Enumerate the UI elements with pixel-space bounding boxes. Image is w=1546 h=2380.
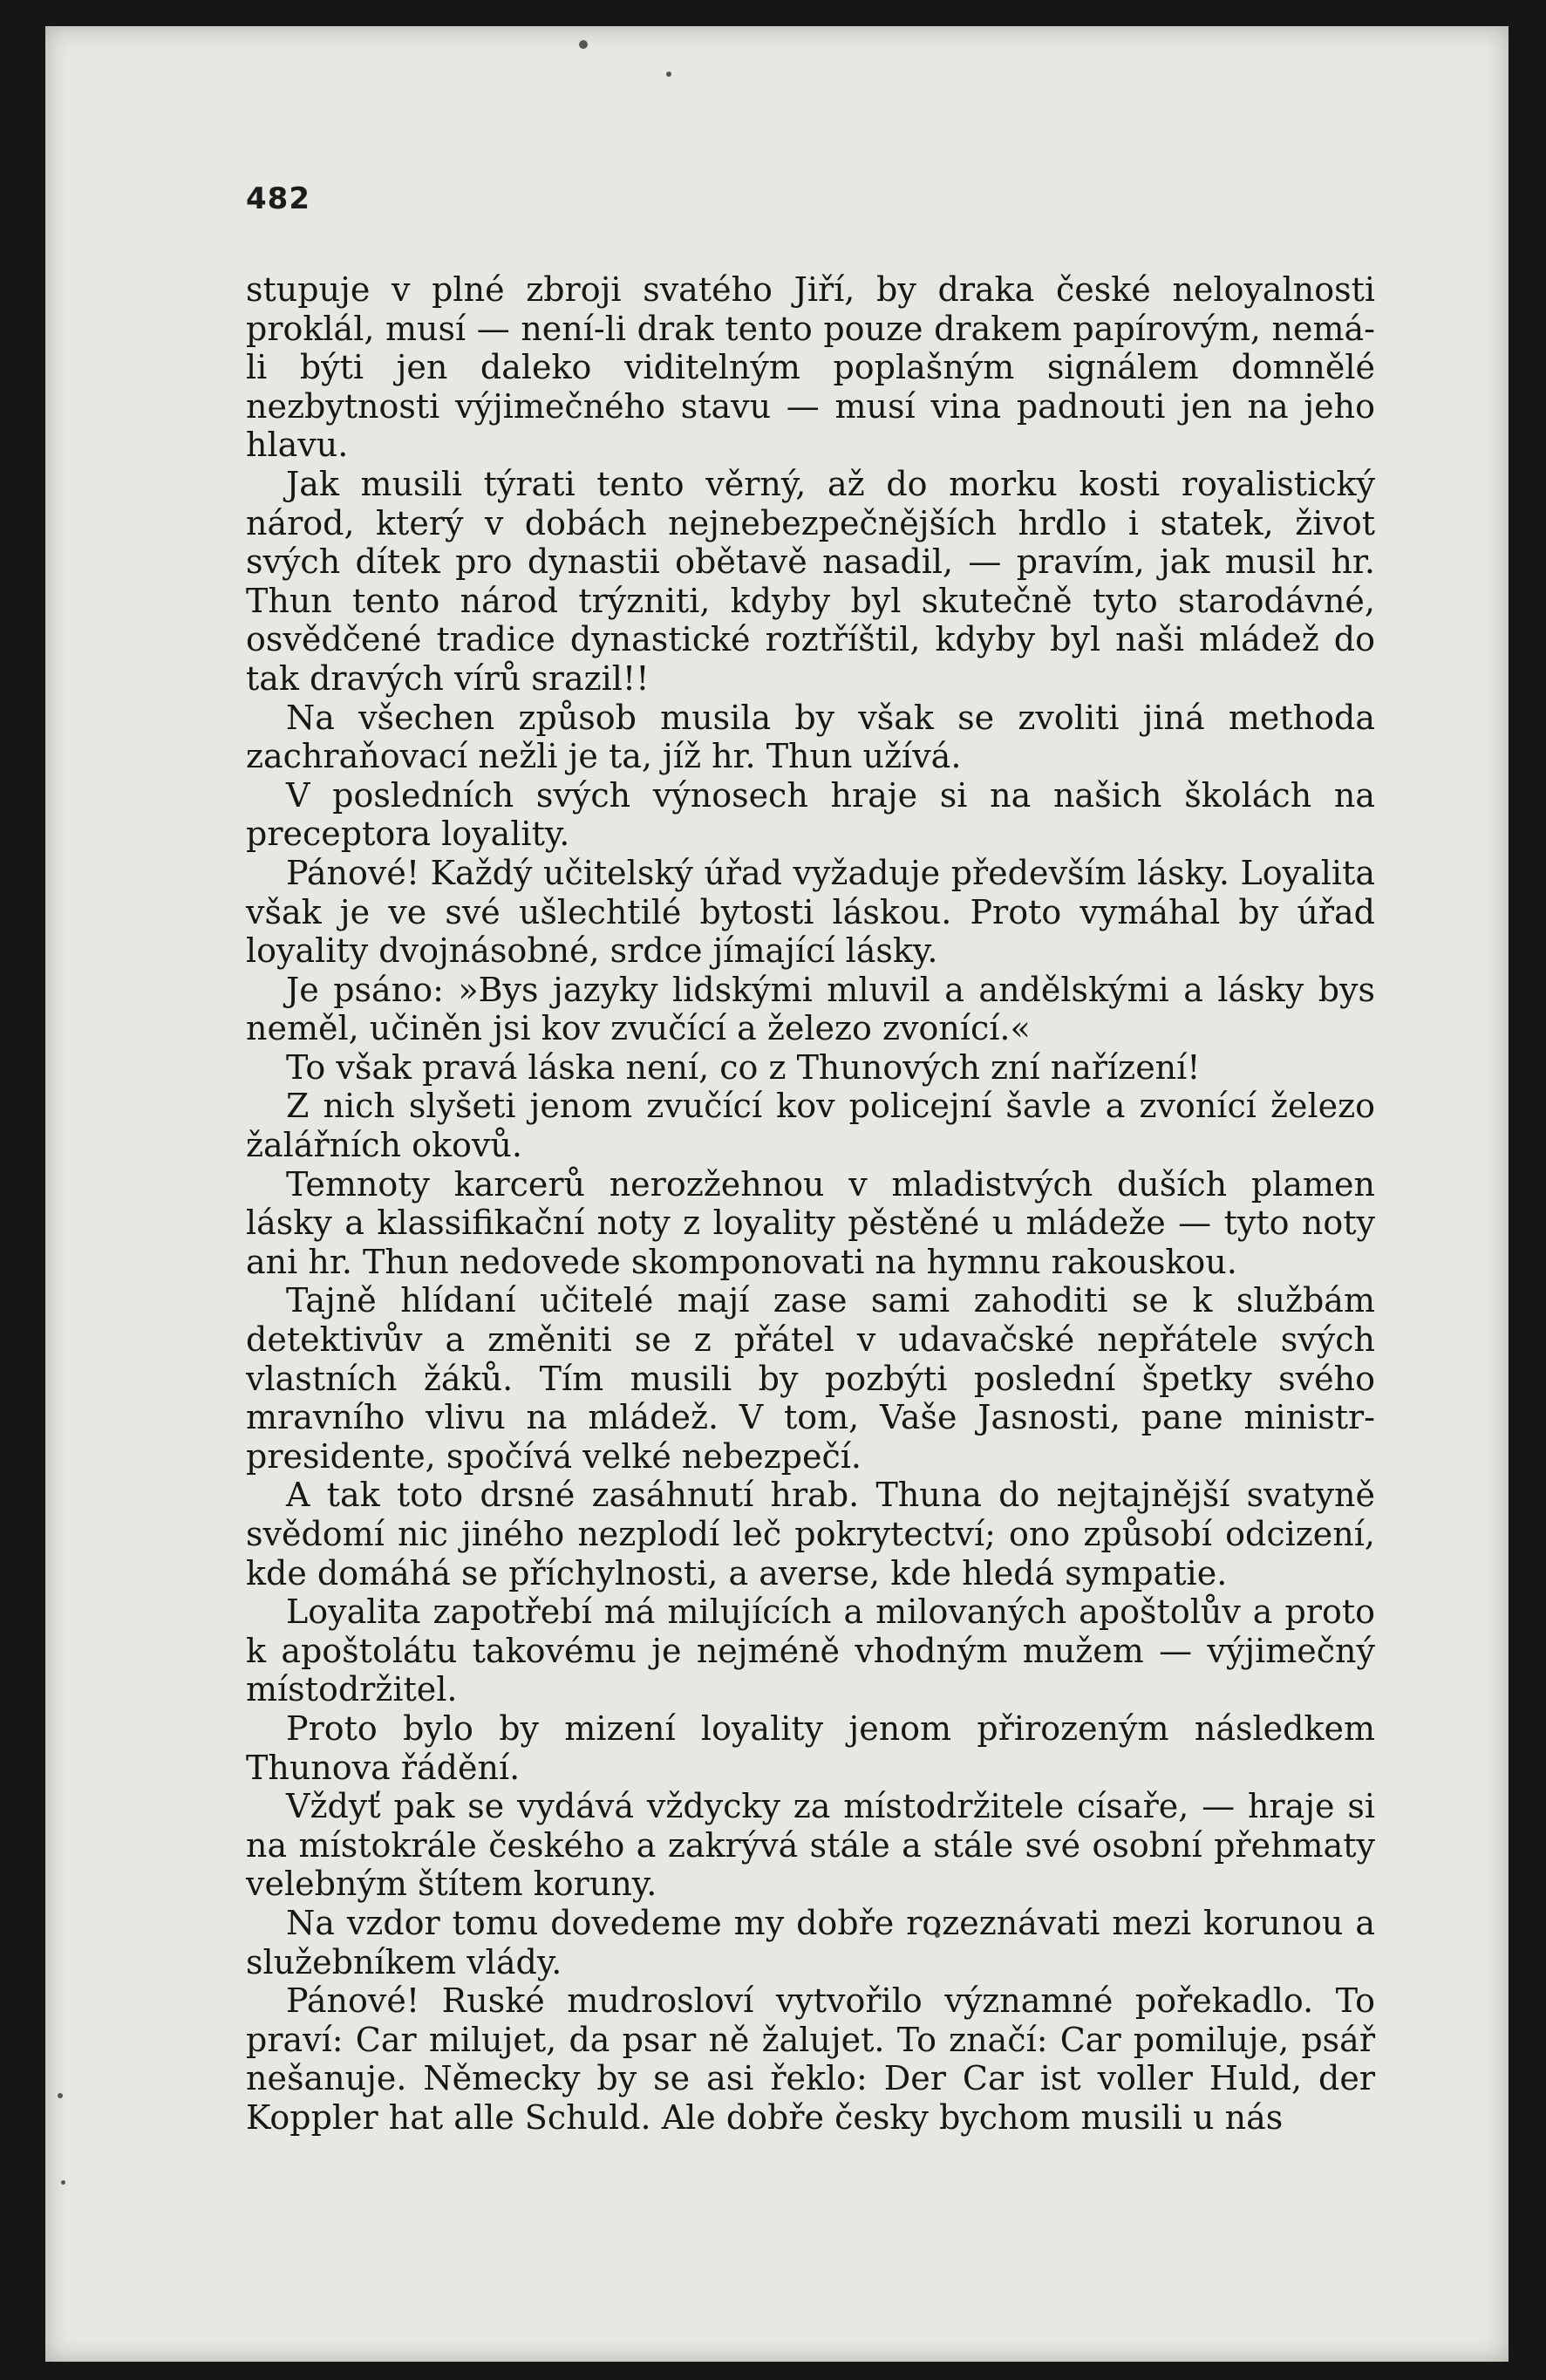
page-number: 482	[246, 181, 310, 216]
paragraph: Temnoty karcerů nerozžehnou v mladistvých duších plamen lásky a klassifikační noty z loyality pěstěné u mládeže — tyto noty ani hr. Thun nedovede skomponovati na hymnu rakouskou.	[246, 1164, 1375, 1281]
dust-speck	[666, 72, 671, 77]
dust-speck	[579, 40, 588, 49]
paragraph: A tak toto drsné zasáhnutí hrab. Thuna do nejtajnější svatyně svědomí nic jiného nezplodí leč pokrytectví; ono způsobí odcizení, kde domáhá se příchylnosti, a averse, kde hledá sympatie.	[246, 1476, 1375, 1592]
body-text	[246, 270, 1375, 2138]
paragraph: Vždyť pak se vydává vždycky za místodržitele císaře, — hraje si na místokrále českého a zakrývá stále a stále své osobní přehmaty velebným štítem koruny.	[246, 1787, 1375, 1904]
paragraph: Z nich slyšeti jenom zvučící kov policejní šavle a zvonící železo žalářních okovů.	[246, 1087, 1375, 1165]
dust-speck	[61, 2180, 65, 2185]
paragraph: Na všechen způsob musila by však se zvoliti jiná methoda zachraňovací nežli je ta, jíž hr. Thun užívá.	[246, 698, 1375, 776]
paragraph: Jak musili týrati tento věrný, až do morku kosti royalistický národ, který v dobách nejnebezpečnějších hrdlo i statek, život svých dítek pro dynastii obětavě nasadil, — pravím, jak musil hr. Thun tento národ trýzniti, kdyby byl skutečně tyto starodávné, osvědčené tradice dynastické roztříštil, kdyby byl naši mládež do tak dravých vírů srazil!!	[246, 464, 1375, 698]
paragraph: stupuje v plné zbroji svatého Jiří, by draka české neloyalnosti proklál, musí — není-li drak tento pouze drakem papírovým, nemá-li býti jen daleko viditelným poplašným signálem domnělé nezbytnosti výjimečného stavu — musí vina padnouti jen na jeho hlavu.	[246, 270, 1375, 465]
paragraph: Je psáno: »Bys jazyky lidskými mluvil a andělskými a lásky bys neměl, učiněn jsi kov zvučící a železo zvonící.«	[246, 970, 1375, 1048]
paragraph: Pánové! Ruské mudrosloví vytvořilo významné pořekadlo. To praví: Car milujet, da psar ně žalujet. To značí: Car pomiluje, psář nešanuje. Německy by se asi řeklo: Der Car ist voller Huld, der Koppler hat alle Schuld. Ale dobře česky bychom musili u nás	[246, 1981, 1375, 2137]
dust-speck	[58, 2093, 63, 2098]
paragraph: Pánové! Každý učitelský úřad vyžaduje především lásky. Loyalita však je ve své ušlechtilé bytosti láskou. Proto vymáhal by úřad loyality dvojnásobné, srdce jímající lásky.	[246, 853, 1375, 971]
paragraph: Loyalita zapotřebí má milujících a milovaných apoštolův a proto k apoštolátu takovému je nejméně vhodným mužem — výjimečný místodržitel.	[246, 1592, 1375, 1709]
paragraph: To však pravá láska není, co z Thunových zní nařízení!	[286, 1047, 1201, 1087]
paragraph: V posledních svých výnosech hraje si na našich školách na preceptora loyality.	[246, 775, 1375, 854]
paragraph: Proto bylo by mizení loyality jenom přirozeným následkem Thunova řádění.	[246, 1708, 1375, 1787]
paragraph: Tajně hlídaní učitelé mají zase sami zahoditi se k službám detektivův a změniti se z přátel v udavačské nepřátele svých vlastních žáků. Tím musili by pozbýti poslední špetky svého mravního vlivu na mládež. V tom, Vaše Jasnosti, pane ministr-presidente, spočívá velké nebezpečí.	[246, 1281, 1375, 1476]
paragraph: Na vzdor tomu dovedeme my dobře rozeznávati mezi korunou a služebníkem vlády.	[246, 1903, 1375, 1981]
